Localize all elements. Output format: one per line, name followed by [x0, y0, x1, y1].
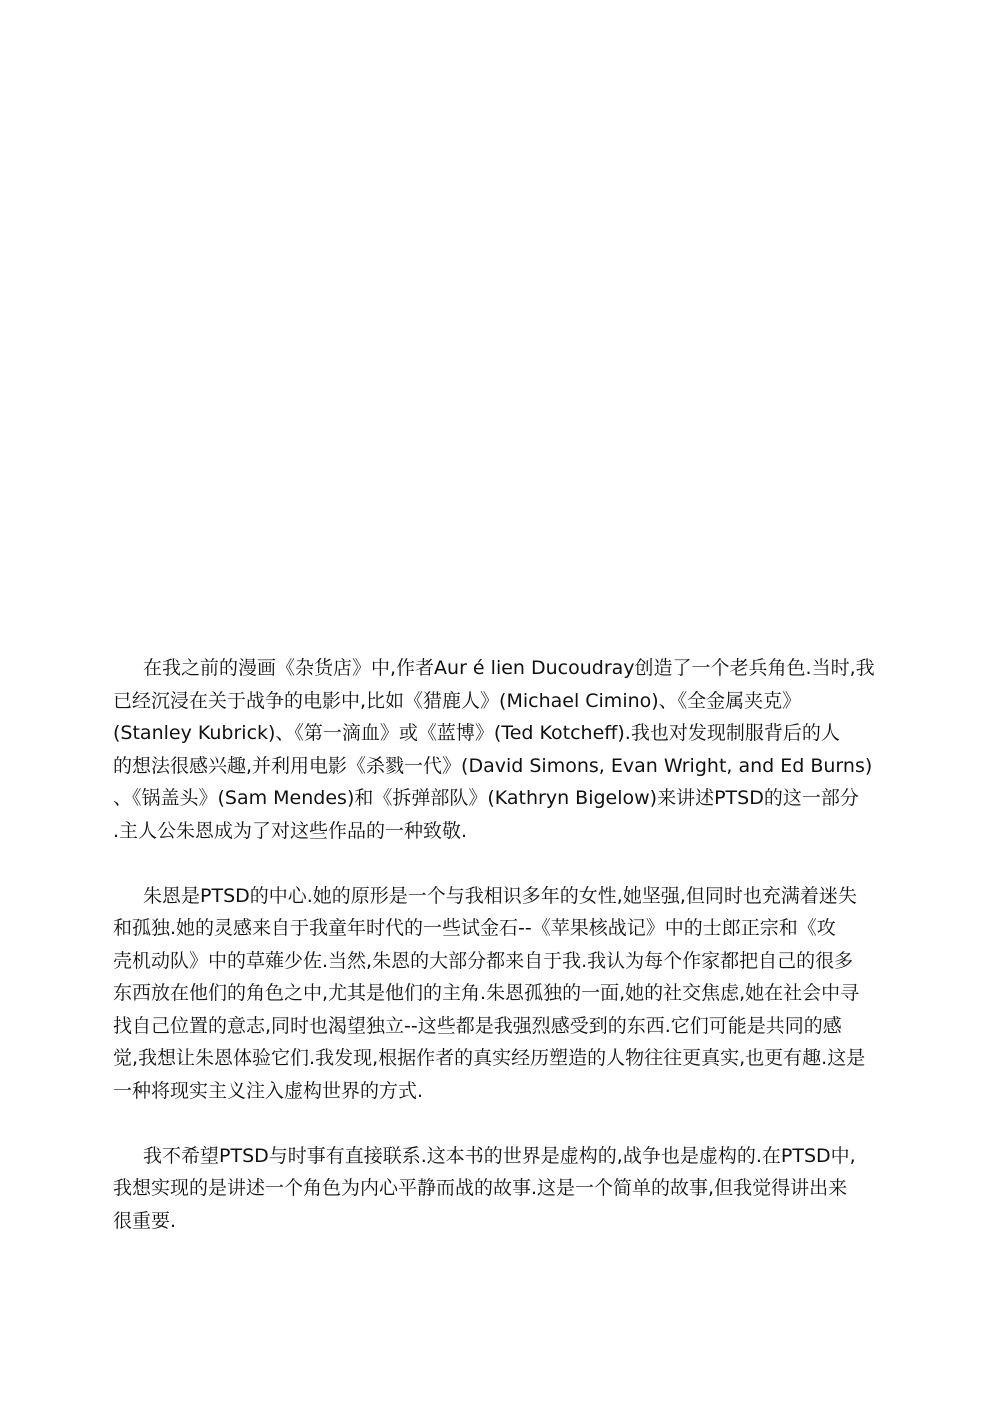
- text-line: 壳机动队》中的草薙少佐.当然,朱恩的大部分都来自于我.我认为每个作家都把自己的很多: [113, 949, 854, 972]
- text-line: .主人公朱恩成为了对这些作品的一种致敬.: [113, 819, 468, 842]
- text-line: 我不希望PTSD与时事有直接联系.这本书的世界是虚构的,战争也是虚构的.在PTSD中,: [143, 1144, 856, 1167]
- paragraph-1: [113, 652, 893, 847]
- paragraph-gap: [113, 1107, 893, 1140]
- text-line: 觉,我想让朱恩体验它们.我发现,根据作者的真实经历塑造的人物往往更真实,也更有趣.这是: [113, 1047, 866, 1069]
- text-line: 和孤独.她的灵感来自于我童年时代的一些试金石--《苹果核战记》中的士郎正宗和《攻: [113, 917, 836, 939]
- text-line: 已经沉浸在关于战争的电影中,比如《猎鹿人》(Michael Cimino)、《全金属夹克》: [113, 689, 802, 712]
- text-line: (Stanley Kubrick)、《第一滴血》或《蓝博》(Ted Kotcheff).我也对发现制服背后的人: [113, 722, 840, 744]
- text-line: 的想法很感兴趣,并利用电影《杀戮一代》(David Simons, Evan Wright, and Ed Burns): [113, 754, 873, 777]
- text-line: 一种将现实主义注入虚构世界的方式.: [113, 1079, 424, 1102]
- text-line: 东西放在他们的角色之中,尤其是他们的主角.朱恩孤独的一面,她的社交焦虑,她在社会中寻: [113, 982, 860, 1004]
- text-line: 我想实现的是讲述一个角色为内心平静而战的故事.这是一个简单的故事,但我觉得讲出来: [113, 1177, 848, 1199]
- body-text: [113, 652, 893, 1237]
- paragraph-gap: [113, 847, 893, 880]
- text-line: 很重要.: [113, 1209, 177, 1232]
- paragraph-2: [113, 880, 893, 1108]
- paragraph-3: [113, 1140, 893, 1238]
- text-line: 、《锅盖头》(Sam Mendes)和《拆弹部队》(Kathryn Bigelow)来讲述PTSD的这一部分: [113, 787, 859, 809]
- text-line: 在我之前的漫画《杂货店》中,作者Aur é lien Ducoudray创造了一个老兵角色.当时,我: [143, 657, 875, 679]
- text-line: 找自己位置的意志,同时也渴望独立--这些都是我强烈感受到的东西.它们可能是共同的感: [113, 1014, 842, 1037]
- text-line: 朱恩是PTSD的中心.她的原形是一个与我相识多年的女性,她坚强,但同时也充满着迷失: [143, 884, 857, 907]
